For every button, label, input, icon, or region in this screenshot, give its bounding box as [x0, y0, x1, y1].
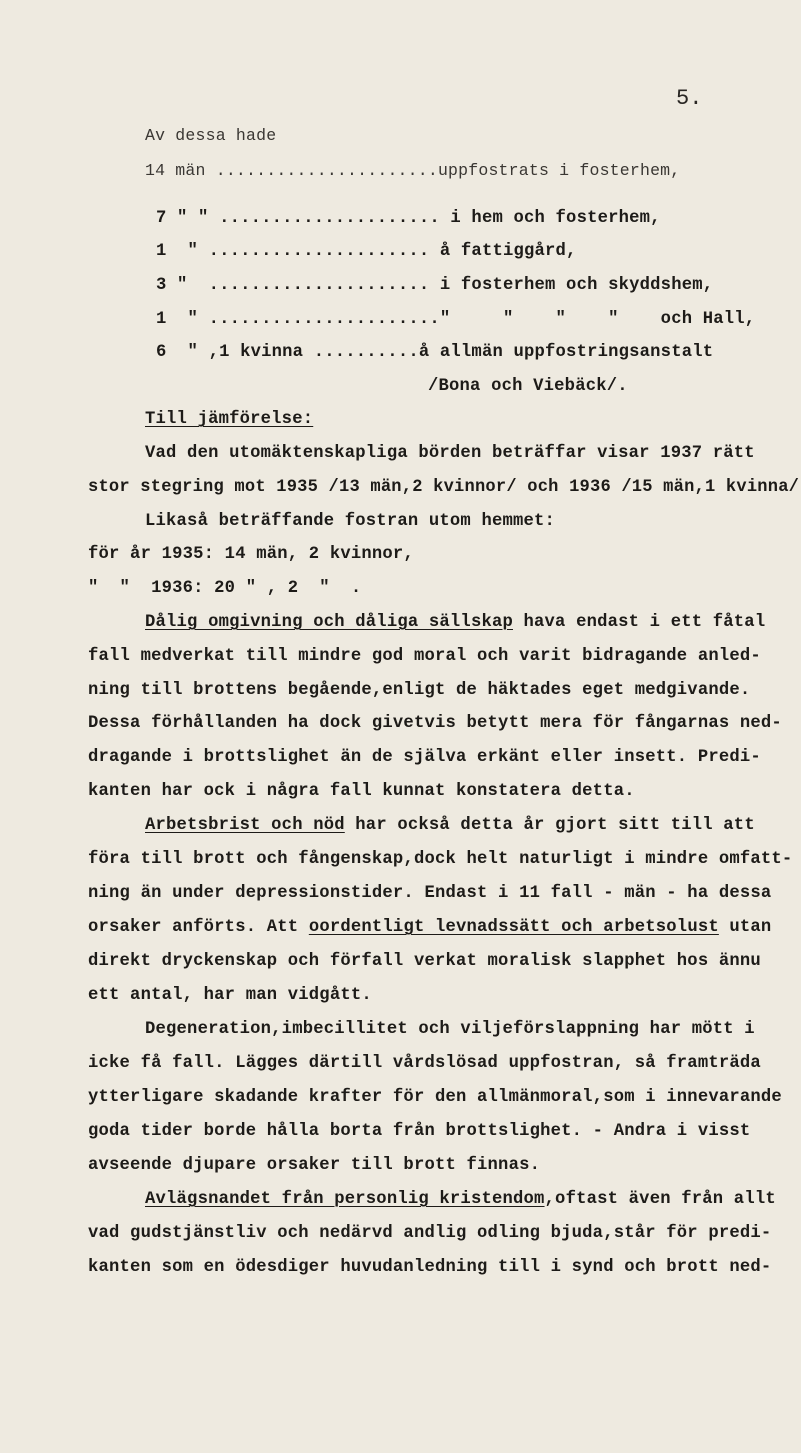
list-row: 1 " ..................... å fattiggård, [156, 242, 577, 261]
text-line [88, 918, 771, 938]
text-line: avseende djupare orsaker till brott finnas. [88, 1156, 541, 1175]
text-span: ,oftast även från allt [544, 1190, 776, 1209]
text-span: hava endast i ett fåtal [513, 613, 766, 632]
list-row: 6 " ,1 kvinna ..........å allmän uppfostringsanstalt [156, 343, 714, 362]
text-line: ytterligare skadande krafter för den allmänmoral,som i innevarande [88, 1088, 782, 1107]
text-line: Vad den utomäktenskapliga börden beträffar visar 1937 rätt [145, 444, 755, 463]
text-line: Dessa förhållanden ha dock givetvis betytt mera för fångarnas ned- [88, 714, 782, 733]
text-line: kanten har ock i några fall kunnat konstatera detta. [88, 782, 635, 801]
comparison-heading: Till jämförelse: [145, 410, 314, 429]
text-line: kanten som en ödesdiger huvudanledning till i synd och brott ned- [88, 1258, 772, 1277]
paragraph-first-line [145, 613, 765, 633]
paragraph-first-line [145, 1190, 776, 1210]
text-line: vad gudstjänstliv och nedärvd andlig odling bjuda,står för predi- [88, 1224, 772, 1243]
list-row: /Bona och Viebäck/. [428, 377, 628, 396]
text-line: ning än under depressionstider. Endast i 11 fall - män - ha dessa [88, 884, 772, 903]
text-line: ett antal, har man vidgått. [88, 986, 372, 1005]
text-span: har också detta år gjort sitt till att [344, 816, 755, 835]
text-line: Likaså beträffande fostran utom hemmet: [145, 512, 556, 531]
paragraph-first-line [145, 816, 755, 836]
list-row: 3 " ..................... i fosterhem och skyddshem, [156, 276, 714, 295]
underlined-phrase: Avlägsnandet från personlig kristendom [145, 1190, 545, 1209]
list-row: 7 " " ..................... i hem och fosterhem, [156, 209, 661, 228]
page-number: 5. [676, 86, 703, 111]
text-line: föra till brott och fångenskap,dock helt naturligt i mindre omfatt- [88, 850, 793, 869]
text-span: utan [718, 918, 772, 937]
underlined-phrase: Dålig omgivning och dåliga sällskap [145, 613, 513, 632]
text-line: stor stegring mot 1935 /13 män,2 kvinnor/ och 1936 /15 män,1 kvinna/ [88, 478, 800, 497]
underlined-phrase: oordentligt levnadssätt och arbetsolust [308, 918, 719, 937]
text-line: Degeneration,imbecillitet och viljeförslappning har mött i [145, 1020, 755, 1039]
list-row: 14 män ......................uppfostrats i fosterhem, [145, 161, 681, 180]
text-line: direkt dryckenskap och förfall verkat moralisk slapphet hos ännu [88, 952, 761, 971]
text-line: ning till brottens begående,enligt de häktades eget medgivande. [88, 681, 751, 700]
text-line: dragande i brottslighet än de själva erkänt eller insett. Predi- [88, 748, 761, 767]
text-line: goda tider borde hålla borta från brottslighet. - Andra i visst [88, 1122, 751, 1141]
intro-line: Av dessa hade [145, 126, 277, 145]
text-line: " " 1936: 20 " , 2 " . [88, 579, 362, 598]
text-line: fall medverkat till mindre god moral och varit bidragande anled- [88, 647, 761, 666]
text-span: orsaker anförts. Att [88, 918, 309, 937]
list-row: 1 " ......................" " " " och Hall, [156, 310, 756, 329]
underlined-phrase: Arbetsbrist och nöd [145, 816, 345, 835]
text-line: icke få fall. Lägges därtill vårdslösad uppfostran, så framträda [88, 1054, 761, 1073]
text-line: för år 1935: 14 män, 2 kvinnor, [88, 545, 414, 564]
